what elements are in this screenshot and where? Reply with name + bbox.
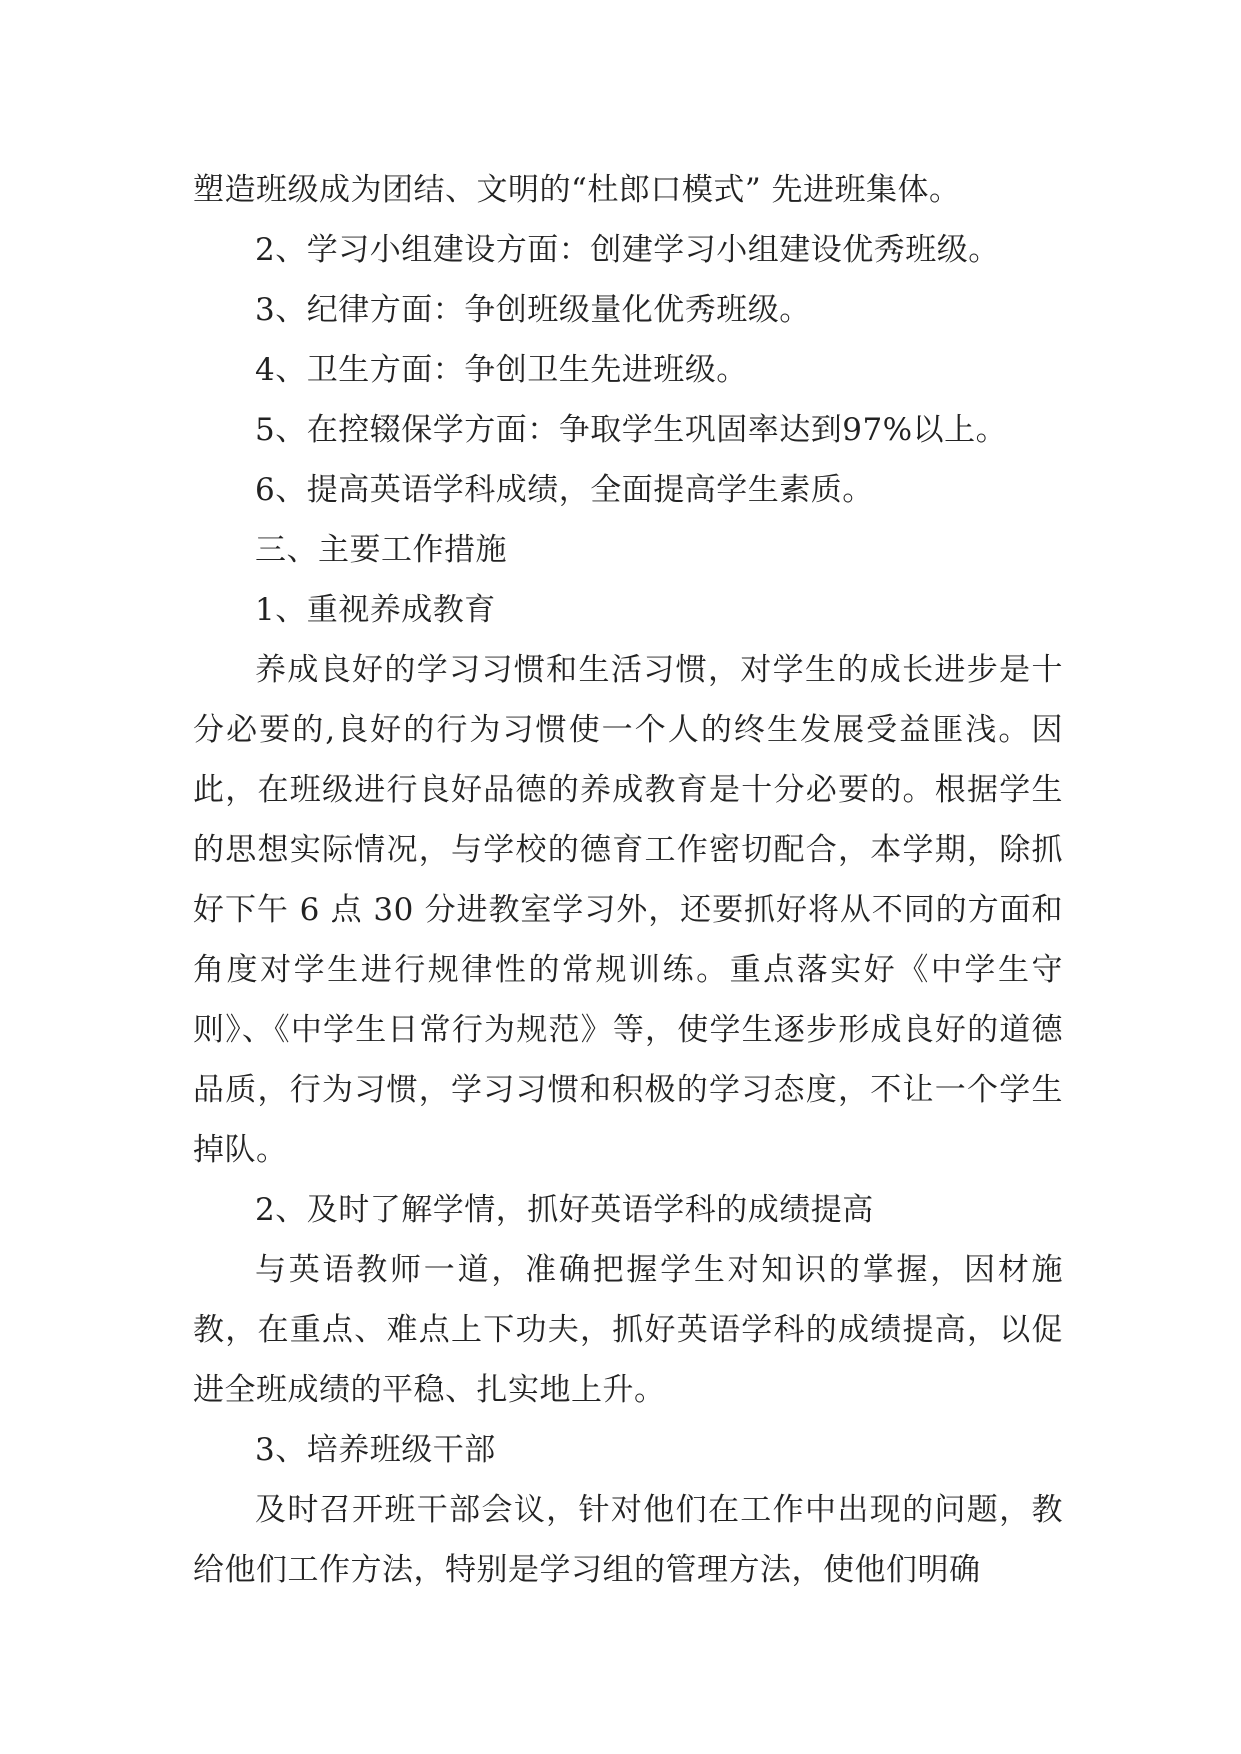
section-heading-measures: 三、主要工作措施 <box>255 532 507 568</box>
paragraph-class-cadres: 及时召开班干部会议，针对他们在工作中出现的问题，教给他们工作方法，特别是学习组的管理方法，使他们明确 <box>193 1492 1063 1588</box>
subheading-class-cadres: 3、培养班级干部 <box>255 1432 496 1468</box>
subheading-habit-education: 1、重视养成教育 <box>255 592 496 628</box>
paragraph-continuation: 塑造班级成为团结、文明的“杜郎口模式” 先进班集体。 <box>193 172 961 208</box>
paragraph-learning-situation: 与英语教师一道，准确把握学生对知识的掌握，因材施教，在重点、难点上下功夫，抓好英语学科的成绩提高，以促进全班成绩的平稳、扎实地上升。 <box>193 1252 1063 1408</box>
goal-item-retention: 5、在控辍保学方面：争取学生巩固率达到97%以上。 <box>255 412 1008 448</box>
goal-item-english: 6、提高英语学科成绩，全面提高学生素质。 <box>255 472 874 508</box>
goal-item-study-groups: 2、学习小组建设方面：创建学习小组建设优秀班级。 <box>255 232 1000 268</box>
document-body <box>193 160 1063 1600</box>
goal-item-discipline: 3、纪律方面：争创班级量化优秀班级。 <box>255 292 811 328</box>
goal-item-hygiene: 4、卫生方面：争创卫生先进班级。 <box>255 352 748 388</box>
paragraph-habit-education: 养成良好的学习习惯和生活习惯，对学生的成长进步是十分必要的,良好的行为习惯使一个人的终生发展受益匪浅。因此，在班级进行良好品德的养成教育是十分必要的。根据学生的思想实际情况，与学校的德育工作密切配合，本学期，除抓好下午 6 点 30 分进教室学习外，还要抓好将从不同的方面和角度对学生进行规律性的常规训练。重点落实好《中学生守则》、《中学生日常行为规范》等，使学生逐步形成良好的道德品质，行为习惯，学习习惯和积极的学习态度，不让一个学生掉队。 <box>193 652 1063 1168</box>
subheading-learning-situation: 2、及时了解学情，抓好英语学科的成绩提高 <box>255 1192 874 1228</box>
